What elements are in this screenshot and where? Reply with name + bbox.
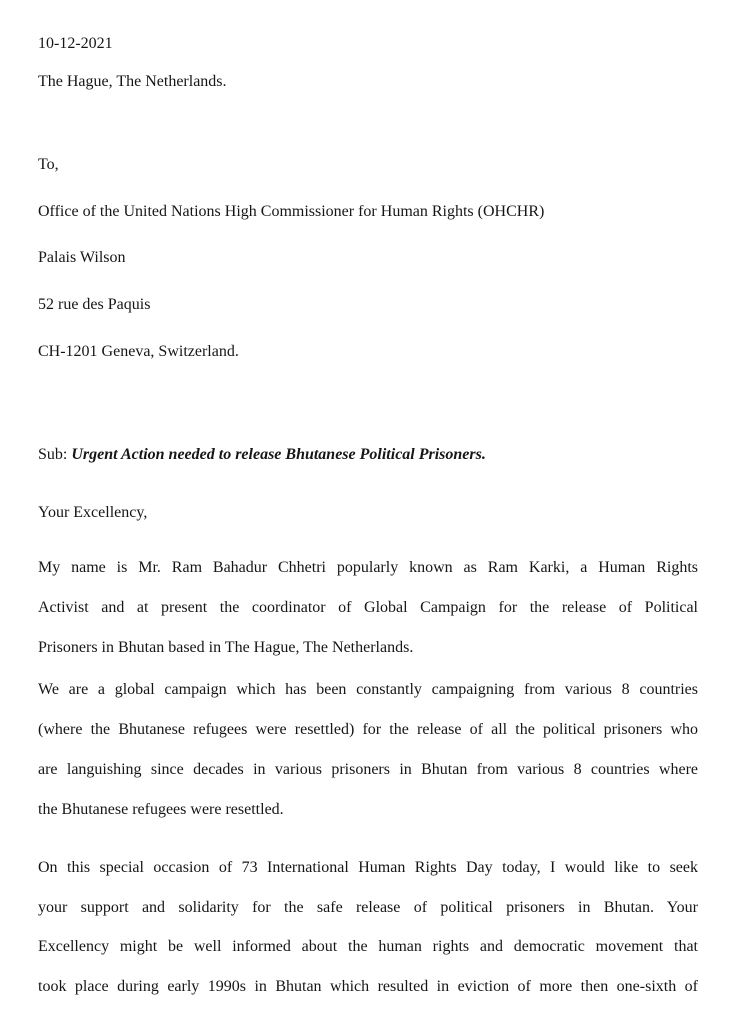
subject-line xyxy=(38,445,486,465)
subject-prefix: Sub: xyxy=(38,446,68,463)
paragraph-line-text: your support and solidarity for the safe release of political prisoners in Bhutan. Your xyxy=(38,899,698,916)
salutation: Your Excellency, xyxy=(38,504,148,521)
paragraph-1-line-2 xyxy=(38,598,698,618)
paragraph-line-text: (where the Bhutanese refugees were resettled) for the release of all the political prisoners who xyxy=(38,721,698,738)
paragraph-2-line-2 xyxy=(38,720,698,740)
recipient-city: CH-1201 Geneva, Switzerland. xyxy=(38,343,239,360)
paragraph-3-line-3 xyxy=(38,937,698,957)
paragraph-line-text: are languishing since decades in various prisoners in Bhutan from various 8 countries where xyxy=(38,761,698,778)
paragraph-3-line-2 xyxy=(38,898,698,918)
letter-place: The Hague, The Netherlands. xyxy=(38,73,227,90)
to-label: To, xyxy=(38,156,59,173)
paragraph-2-line-1 xyxy=(38,680,698,700)
paragraph-line-text: We are a global campaign which has been constantly campaigning from various 8 countries xyxy=(38,681,698,698)
recipient-street: 52 rue des Paquis xyxy=(38,296,151,313)
paragraph-3-line-4 xyxy=(38,977,698,997)
paragraph-line-text: On this special occasion of 73 International Human Rights Day today, I would like to seek xyxy=(38,859,698,876)
paragraph-3-line-1 xyxy=(38,858,698,878)
paragraph-1-line-1 xyxy=(38,558,698,578)
recipient-office: Office of the United Nations High Commissioner for Human Rights (OHCHR) xyxy=(38,203,545,220)
letter-date: 10-12-2021 xyxy=(38,35,113,52)
paragraph-2-line-4: the Bhutanese refugees were resettled. xyxy=(38,801,284,818)
paragraph-1-line-3: Prisoners in Bhutan based in The Hague, The Netherlands. xyxy=(38,639,414,656)
subject-text: Urgent Action needed to release Bhutanese Political Prisoners. xyxy=(71,446,486,463)
paragraph-line-text: Activist and at present the coordinator of Global Campaign for the release of Political xyxy=(38,599,698,616)
recipient-building: Palais Wilson xyxy=(38,249,126,266)
paragraph-2-line-3 xyxy=(38,760,698,780)
paragraph-line-text: took place during early 1990s in Bhutan which resulted in eviction of more then one-sixth of xyxy=(38,978,698,995)
paragraph-line-text: Excellency might be well informed about the human rights and democratic movement that xyxy=(38,938,698,955)
paragraph-line-text: My name is Mr. Ram Bahadur Chhetri popularly known as Ram Karki, a Human Rights xyxy=(38,559,698,576)
